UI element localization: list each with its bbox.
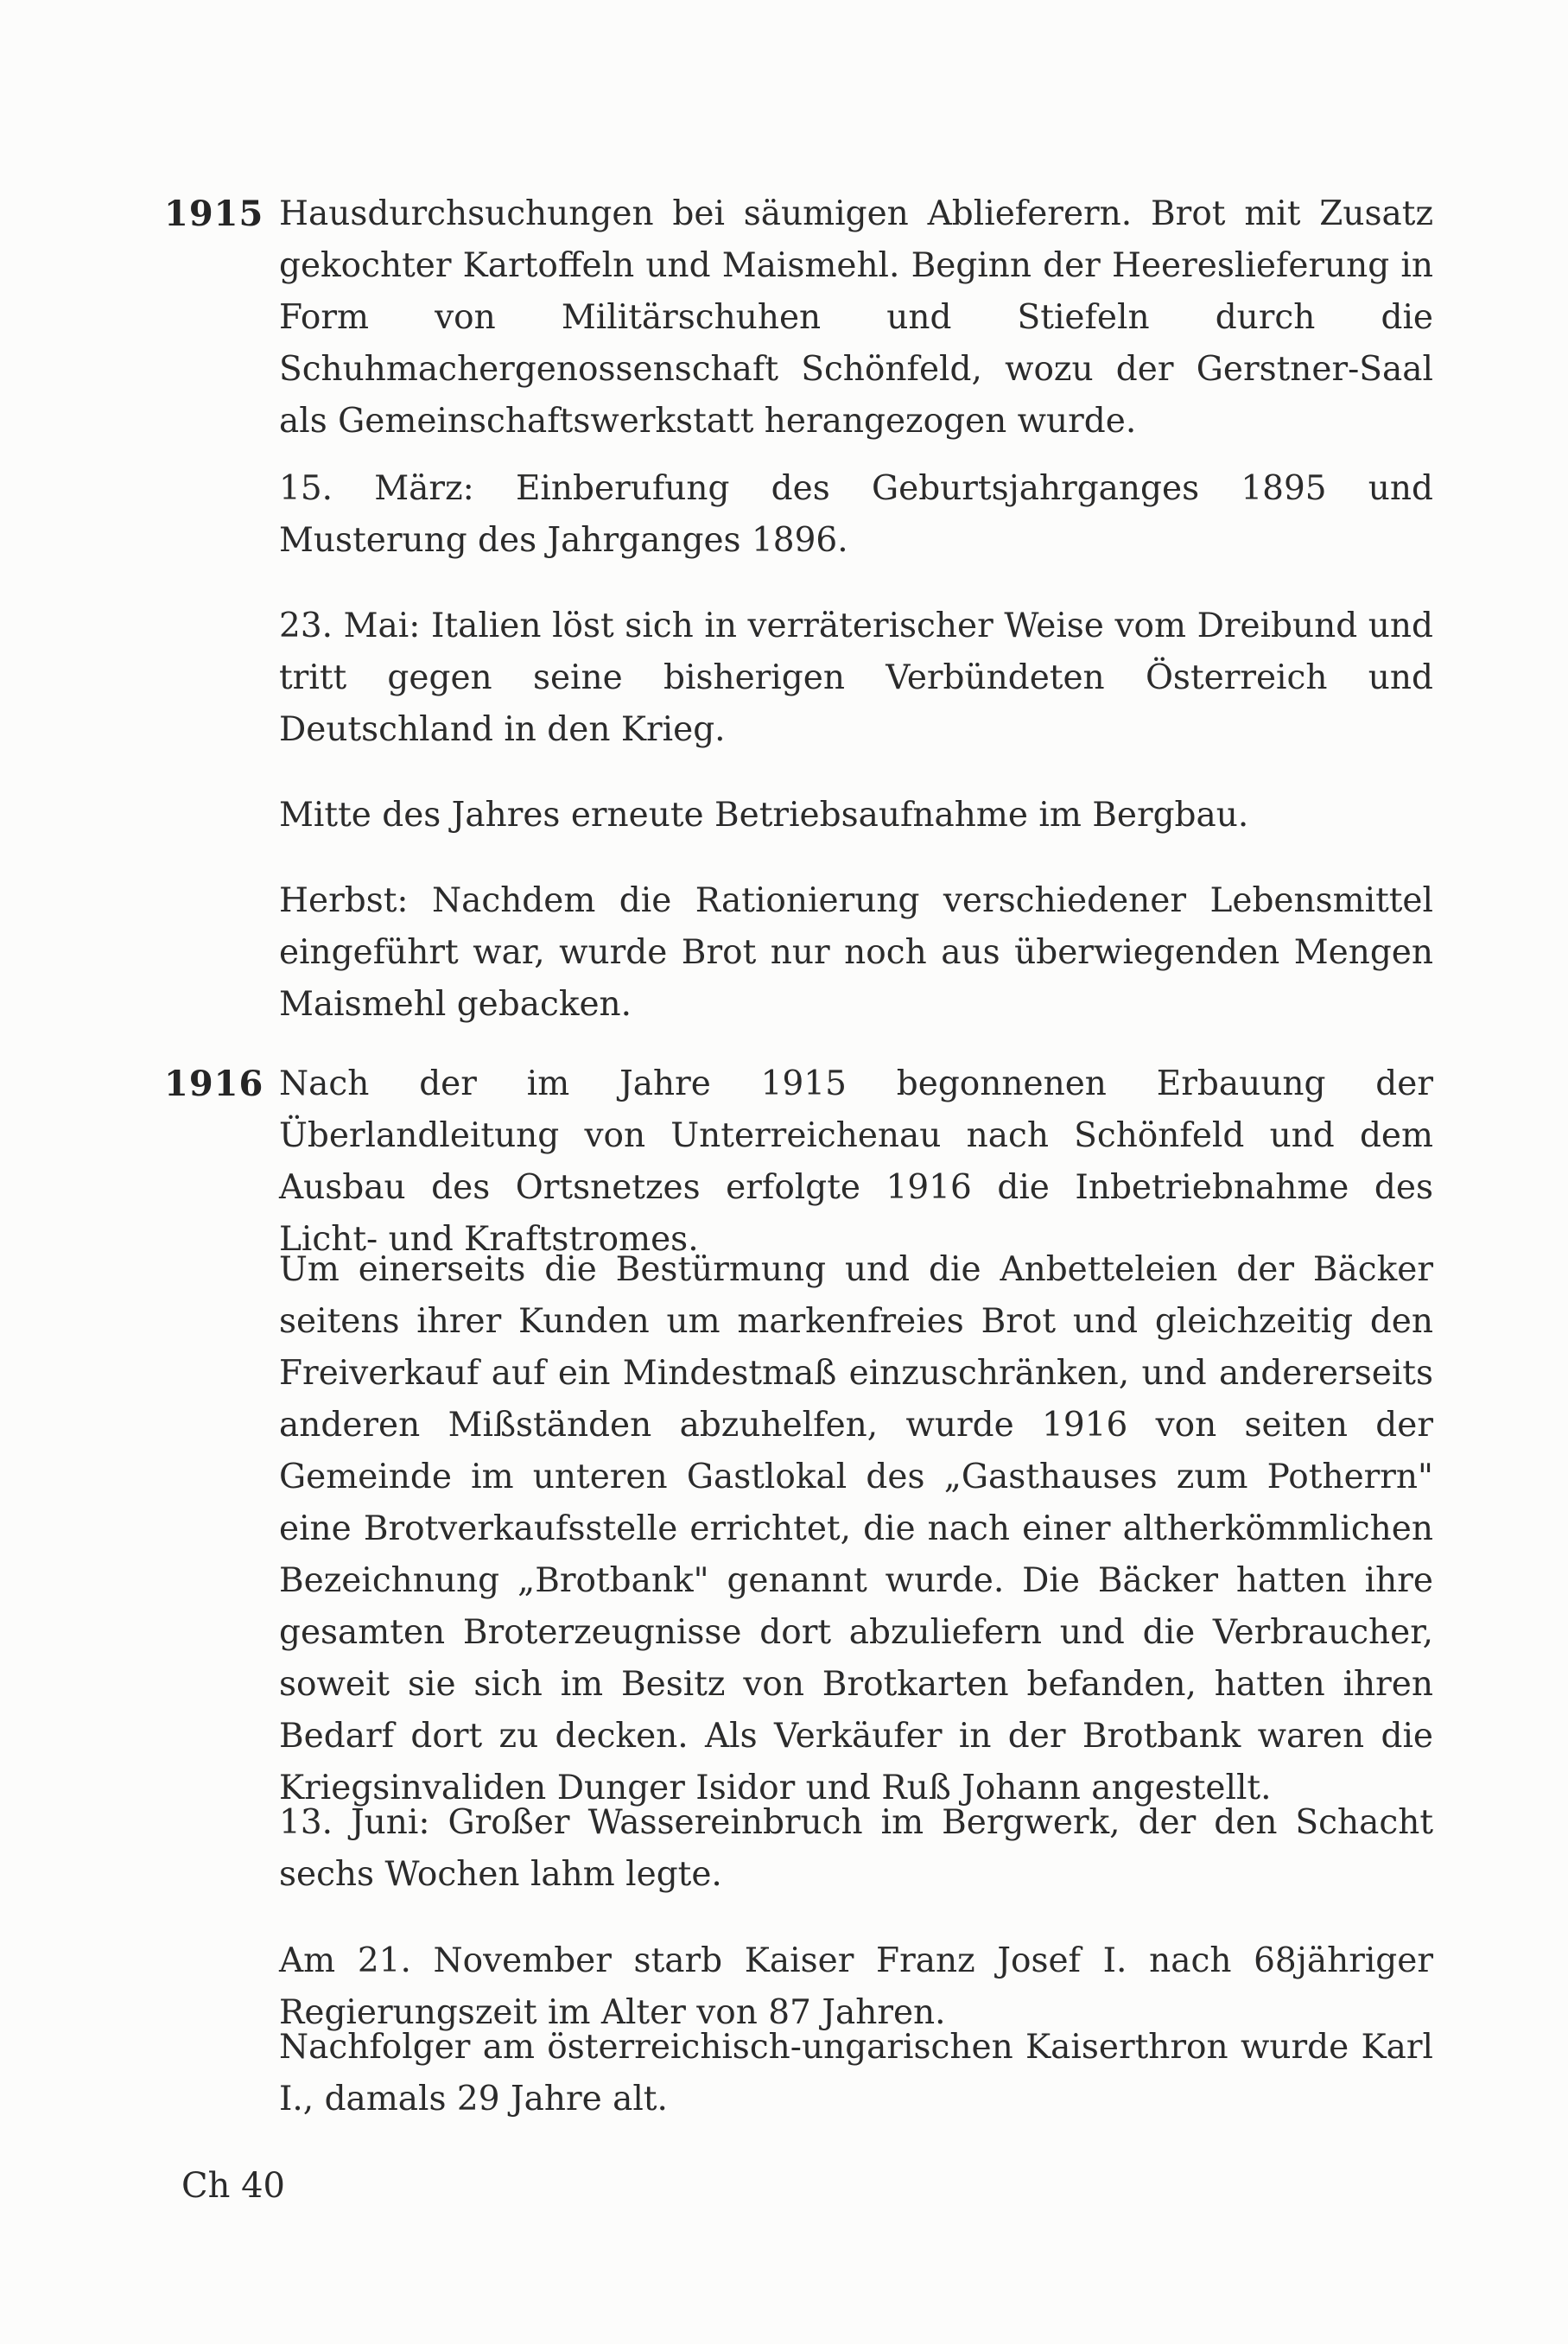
paragraph: Am 21. November starb Kaiser Franz Josef I. nach 68jähriger Regierungszeit im Alter von 87 Jahren. (279, 1941, 1433, 2032)
paragraph: Nachfolger am österreichisch-ungarischen Kaiserthron wurde Karl I., damals 29 Jahre alt. (279, 2028, 1433, 2118)
page-number: Ch 40 (181, 2166, 285, 2206)
entry-year: 1915 (164, 194, 264, 234)
paragraph: 13. Juni: Großer Wassereinbruch im Bergwerk, der den Schacht sechs Wochen lahm legte. (279, 1803, 1433, 1894)
paragraph: Mitte des Jahres erneute Betriebsaufnahme im Bergbau. (279, 796, 1249, 835)
paragraph: Nach der im Jahre 1915 begonnenen Erbauung der Überlandleitung von Unterreichenau nach Schönfeld und dem Ausbau des Ortsnetzes erfolgte 1916 die Inbetriebnahme des Licht- und Kraftstromes. (279, 1064, 1433, 1259)
paragraph: 15. März: Einberufung des Geburtsjahrganges 1895 und Musterung des Jahrganges 1896. (279, 469, 1433, 560)
paragraph: Um einerseits die Bestürmung und die Anbetteleien der Bäcker seitens ihrer Kunden um markenfreies Brot und gleichzeitig den Freiverkauf auf ein Mindestmaß einzuschränken, und andererseits anderen Mißständen abzuhelfen, wurde 1916 von seiten der Gemeinde im unteren Gastlokal des „Gasthauses zum Potherrn" eine Brotverkaufsstelle errichtet, die nach einer altherkömmlichen Bezeichnung „Brotbank" genannt wurde. Die Bäcker hatten ihre gesamten Broterzeugnisse dort abzuliefern und die Verbraucher, soweit sie sich im Besitz von Brotkarten befanden, hatten ihren Bedarf dort zu decken. Als Verkäufer in der Brotbank waren die Kriegsinvaliden Dunger Isidor und Ruß Johann angestellt. (279, 1250, 1433, 1807)
paragraph: Herbst: Nachdem die Rationierung verschiedener Lebensmittel eingeführt war, wurde Brot nur noch aus überwiegenden Mengen Maismehl gebacken. (279, 881, 1433, 1024)
entry-year: 1916 (164, 1064, 264, 1104)
paragraph: 23. Mai: Italien löst sich in verräterischer Weise vom Dreibund und tritt gegen seine bisherigen Verbündeten Österreich und Deutschland in den Krieg. (279, 607, 1433, 749)
paragraph: Hausdurchsuchungen bei säumigen Ablieferern. Brot mit Zusatz gekochter Kartoffeln und Maismehl. Beginn der Heereslieferung in Form von Militärschuhen und Stiefeln durch die Schuhmachergenossenschaft Schönfeld, wozu der Gerstner-Saal als Gemeinschaftswerkstatt herangezogen wurde. (279, 194, 1433, 441)
